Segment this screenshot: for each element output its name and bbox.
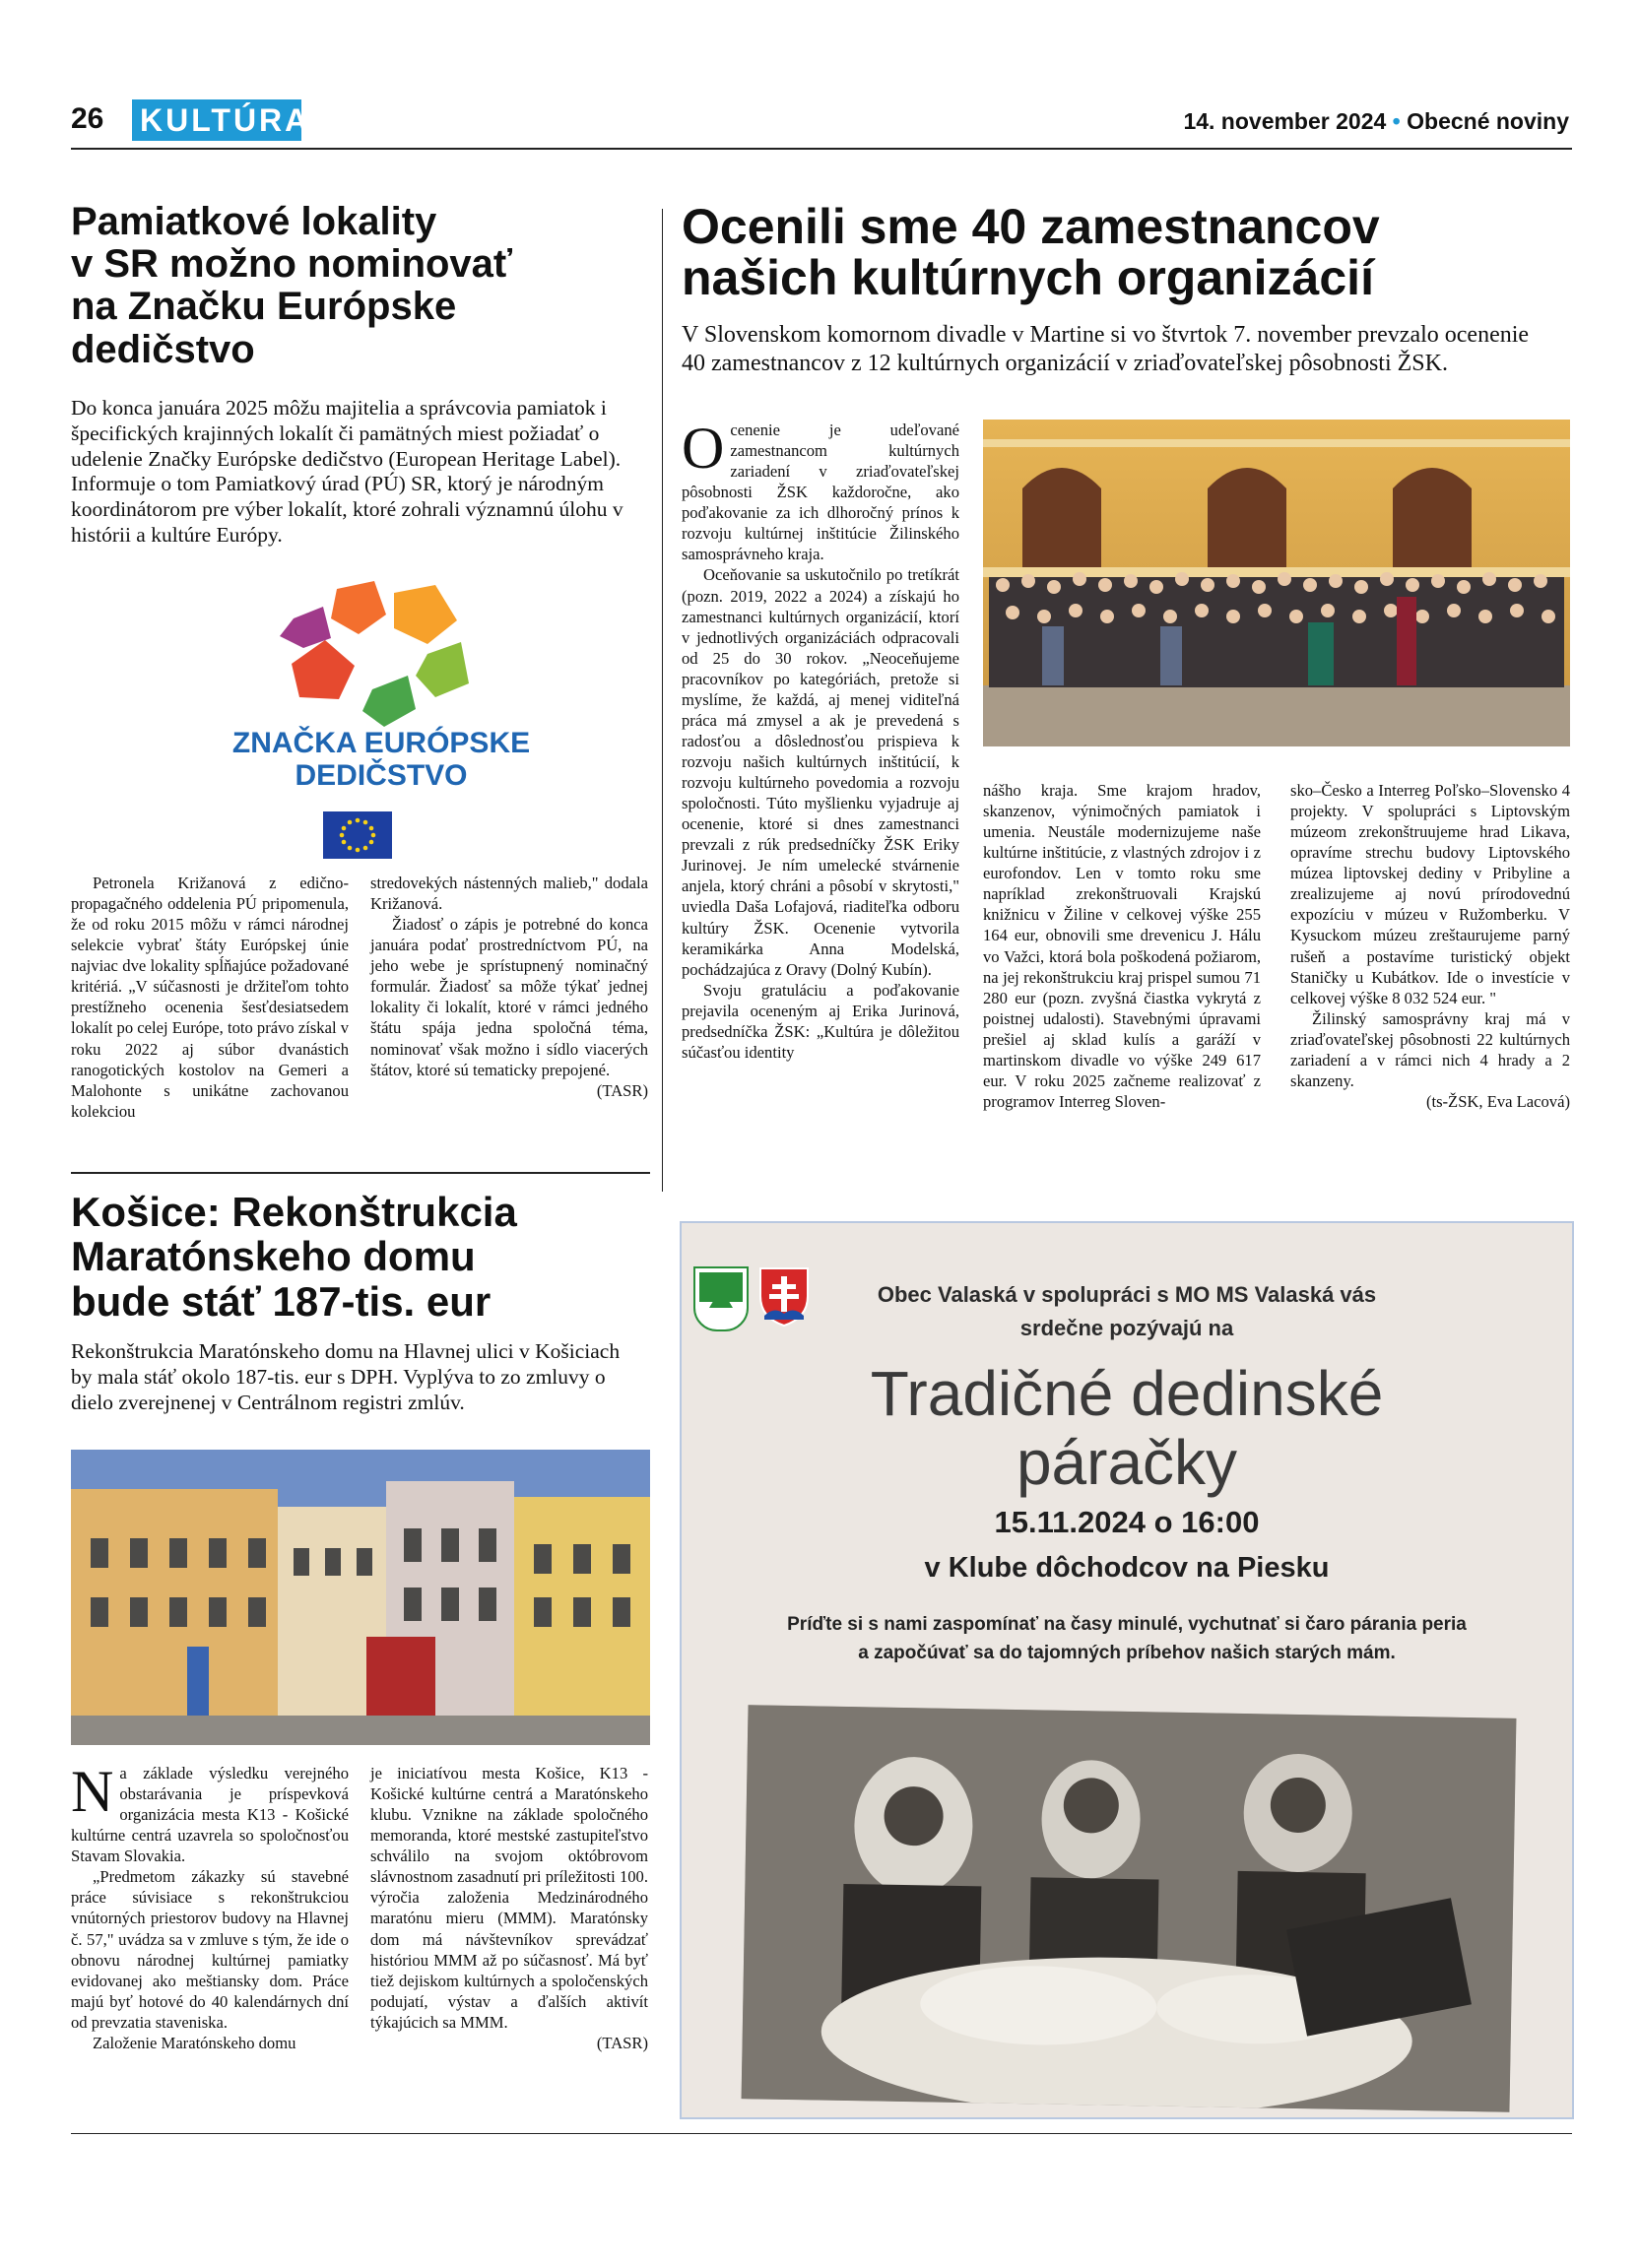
- invitation-title: [682, 1359, 1572, 1498]
- drop-cap: O: [682, 416, 725, 481]
- logo-text-line: DEDIČSTVO: [295, 759, 468, 792]
- page-number: 26: [71, 102, 104, 135]
- article-lead: Do konca januára 2025 môžu majitelia a správcovia pamiatok i špecifických krajinných lokalít či pamätných miest požiadať o udelenie Značky Európske dedičstvo (European Heritage Label). Informuje o tom Pamiatkový úrad (PÚ) SR, ktorý je národným koordinátorom pre výber lokalít, ktoré zohrali významnú úlohu v histórii a kultúre Európy.: [71, 396, 623, 547]
- logo-text: [150, 727, 613, 792]
- paragraph: nášho kraja. Sme krajom hradov, skanzenov, výnimočných pamiatok i umenia. Neustále modernizujeme naše kultúrne inštitúcie, z vlastných zdrojov i z eurofondov. Len v tomto roku sme napríklad zrekonštruovali Krajskú knižnicu v Žiline v celkovej výške 255 164 eur, obnovili sme drevenicu J. Hálu vo Važci, ktorá bola poškodená požiarom, na jej rekonštrukciu kraj prispel sumou 71 280 eur (pozn. zvyšná čiastka vykrytá z poistnej udalosti). Stavebnými úpravami prešiel aj sklad kulís a garáží v martinskom divadle vo výške 249 617 eur. V roku 2025 začneme realizovať z programov Interreg Sloven-: [983, 781, 1261, 1111]
- article-column: [1290, 780, 1570, 1112]
- logo-text-line: ZNAČKA EURÓPSKE: [231, 727, 531, 759]
- title-line: Maratónskeho domu: [71, 1233, 476, 1280]
- group-photo: [983, 420, 1570, 746]
- section-label: KULTÚRA: [140, 102, 311, 138]
- paragraph: Žiadosť o zápis je potrebné do konca januára podať prostredníctvom PÚ, na jeho webe je sprístupnený nominačný formulár. Žiadosť sa môže týkať jednej lokality či lokalít, ktoré v rámci jedného štátu spája jedna spoločná téma, nominovať však možno i sídlo viacerých štátov, ktoré sú tematicky prepojené.: [370, 915, 648, 1079]
- paragraph-text: a základe výsledku verejného obstarávania je príspevková organizácia mesta K13 - Košické kultúrne centrá uzavrela so spoločnosťou Stavam Slovakia.: [71, 1764, 349, 1866]
- article-credit: (ts-ŽSK, Eva Lacová): [1425, 1091, 1570, 1111]
- article-awards: [682, 201, 1572, 303]
- issue-date: 14. november 2024: [1183, 108, 1387, 134]
- article-credit: (TASR): [596, 2033, 648, 2052]
- article-column: [370, 873, 648, 1101]
- paragraph: Petronela Križanová z edično-propagačného oddelenia PÚ pripomenula, že od roku 2015 môžu v rámci národnej selekcie vybrať štáty Európskej únie najviac dve lokality spĺňajúce požadované kritériá. „V súčasnosti je držiteľom tohto prestížneho ocenenia šesťdesiatsedem lokalít po celej Európe, toto právo získal v roku 2022 aj súbor dvanástich ranogotických kostolov na Gemeri a Malohonte s unikátne zachovanou kolekciou: [71, 874, 350, 1121]
- title-line: Košice: Rekonštrukcia: [71, 1189, 517, 1235]
- article-title: [71, 201, 642, 371]
- invitation-title-line: páračky: [1016, 1427, 1238, 1499]
- paragraph: Svoju gratuláciu a poďakovanie prejavila oceneným aj Erika Jurinová, predsedníčka ŽSK: „Kultúra je dôležitou súčasťou identity: [682, 980, 959, 1062]
- invitation-text-line: a započúvať sa do tajomných príbehov našich starých mám.: [858, 1642, 1396, 1663]
- title-line: na Značku Európske: [71, 285, 457, 329]
- invitation-text: [682, 1611, 1572, 1667]
- paragraph: „Predmetom zákazky sú stavebné práce súvisiace s rekonštrukciou vnútorných priestorov budovy na Hlavnej č. 57," uvádza sa v zmluve s tým, že ide o obnovu národnej kultúrnej pamiatky evidovanej ako meštiansky dom. Práce majú byť hotové do 40 kalendárnych dní od prevzatia staveniska.: [71, 1867, 349, 2032]
- title-line: v SR možno nominovať: [71, 242, 513, 287]
- heritage-logo: [150, 581, 613, 859]
- paragraph: Oceňovanie sa uskutočnilo po tretíkrát (pozn. 2019, 2022 a 2024) a získajú ho zamestnanci kultúrnych organizácií, ktorí v jednotlivých organizáciách odpracovali od 25 do 30 rokov. „Neoceňujeme pracovníkov po kategóriách, pretože si myslíme, že každá, aj menej viditeľná práca má zmysel a ak je prevedená s radosťou a dôslednosťou prispieva k rozvoju našich kultúrnych inštitúcií, k rozvoju kultúrneho povedomia a rozvoju spoločnosti. Túto myšlienku vyjadruje aj ocenenie, ktoré si dnes zamestnanci prevzali z rúk predsedníčky ŽSK Eriky Jurinovej. Je ním umelecké stvárnenie anjela, ktorý chráni a pôsobí v skrytosti," uviedla Daša Lofajová, riaditeľka odboru kultúry ŽSK. Ocenenie vytvorila keramikárka Anna Modelská, pochádzajúca z Oravy (Dolný Kubín).: [682, 565, 959, 979]
- eu-flag-icon: [323, 811, 392, 859]
- paragraph: sko–Česko a Interreg Poľsko–Slovensko 4 projekty. V spolupráci s Liptovským múzeom zrekonštruujeme hrad Likava, opravíme strechu budovy Liptovského múzea liptovskej dediny v Pribyline a zrealizujeme aj novú prírodovednú expozíciu v múzeu v Ružomberku. V Kysuckom múzeu zreštaurujeme parný rušeň a postavíme turistický objekt Staničky u Kubátkov. Ide o investície v celkovej výške 8 032 524 eur. ": [1290, 781, 1570, 1007]
- paragraph-text: cenenie je udeľované zamestnancom kultúrnych zariadení v zriaďovateľskej pôsobnosti ŽSK každoročne, ako poďakovanie za ich dlhoročný prínos k rozvoju kultúrnej inštitúcie Žilinského samosprávneho kraja.: [682, 421, 959, 564]
- invitation-ad: [680, 1221, 1574, 2119]
- footer-rule: [71, 2133, 1572, 2134]
- title-line: bude stáť 187-tis. eur: [71, 1277, 492, 1325]
- article-title: [71, 1190, 652, 1324]
- publication-name: Obecné noviny: [1407, 108, 1569, 134]
- title-line: Pamiatkové lokality: [71, 200, 437, 243]
- paragraph: [71, 1759, 349, 1866]
- vintage-photo: [742, 1705, 1517, 2112]
- invitation-venue: v Klube dôchodcov na Piesku: [924, 1552, 1330, 1584]
- invitation-title-line: Tradičné dedinské: [870, 1358, 1384, 1429]
- invitation-line: srdečne pozývajú na: [1019, 1316, 1234, 1341]
- paragraph: Žilinský samosprávny kraj má v zriaďovateľskej pôsobnosti 22 kultúrnych zariadení a v rámci nich 4 hrady a 2 skanzeny.: [1290, 1008, 1570, 1090]
- issue-info: [1183, 108, 1569, 135]
- title-line: našich kultúrnych organizácií: [682, 250, 1374, 305]
- article-divider: [71, 1172, 650, 1174]
- article-credit: (TASR): [596, 1080, 648, 1100]
- article-title: [682, 201, 1572, 303]
- invitation-text-line: Príďte si s nami zaspomínať na časy minulé, vychutnať si čaro párania peria: [787, 1614, 1467, 1635]
- article-marathon-house: [71, 1190, 652, 1324]
- article-lead: V Slovenskom komornom divadle v Martine si vo štvrtok 7. november prevzalo ocenenie 40 zamestnancov z 12 kultúrnych organizácií v zriaďovateľskej pôsobnosti ŽSK.: [682, 322, 1530, 376]
- title-line: dedičstvo: [71, 327, 255, 371]
- header-rule: [71, 148, 1572, 150]
- article-column: [682, 416, 959, 1063]
- column-divider: [662, 209, 663, 1192]
- invitation-intro: [682, 1278, 1572, 1345]
- drop-cap: N: [71, 1759, 114, 1824]
- invitation-line: Obec Valaská v spolupráci s MO MS Valaská vás: [877, 1282, 1377, 1307]
- title-line: Ocenili sme 40 zamestnancov: [682, 199, 1380, 254]
- invitation-datetime: 15.11.2024 o 16:00: [994, 1505, 1260, 1539]
- article-lead: Rekonštrukcia Maratónskeho domu na Hlavnej ulici v Košiciach by mala stáť okolo 187-tis. eur s DPH. Vyplýva to zo zmluvy o dielo zverejnenej v Centrálnom registri zmlúv.: [71, 1339, 621, 1414]
- paragraph: [682, 416, 959, 564]
- separator-dot: •: [1392, 108, 1401, 134]
- article-column: [370, 1763, 648, 2053]
- article-column: [71, 873, 349, 1122]
- article-column: [71, 1759, 349, 2053]
- paragraph: stredovekých nástenných malieb," dodala Križanová.: [370, 874, 648, 914]
- paragraph: je iniciatívou mesta Košice, K13 - Košické kultúrne centrá a Maratónskeho klubu. Vznikne na základe spoločného memoranda, ktoré mestské zastupiteľstvo schválilo na svojom októbrovom slávnostnom zasadnutí pri príležitosti 100. výročia založenia Medzinárodného maratónu mieru (MMM). Maratónsky dom má návštevníkov sprevádzať históriou MMM až po súčasnosť. Má byť tiež dejiskom kultúrnych a spoločenských podujatí, výstav a ďalších aktivít týkajúcich sa MMM.: [370, 1764, 648, 2032]
- article-column: [983, 780, 1261, 1112]
- building-photo: [71, 1450, 650, 1745]
- article-heritage-label: [71, 201, 642, 371]
- paragraph: Založenie Maratónskeho domu: [93, 2033, 296, 2052]
